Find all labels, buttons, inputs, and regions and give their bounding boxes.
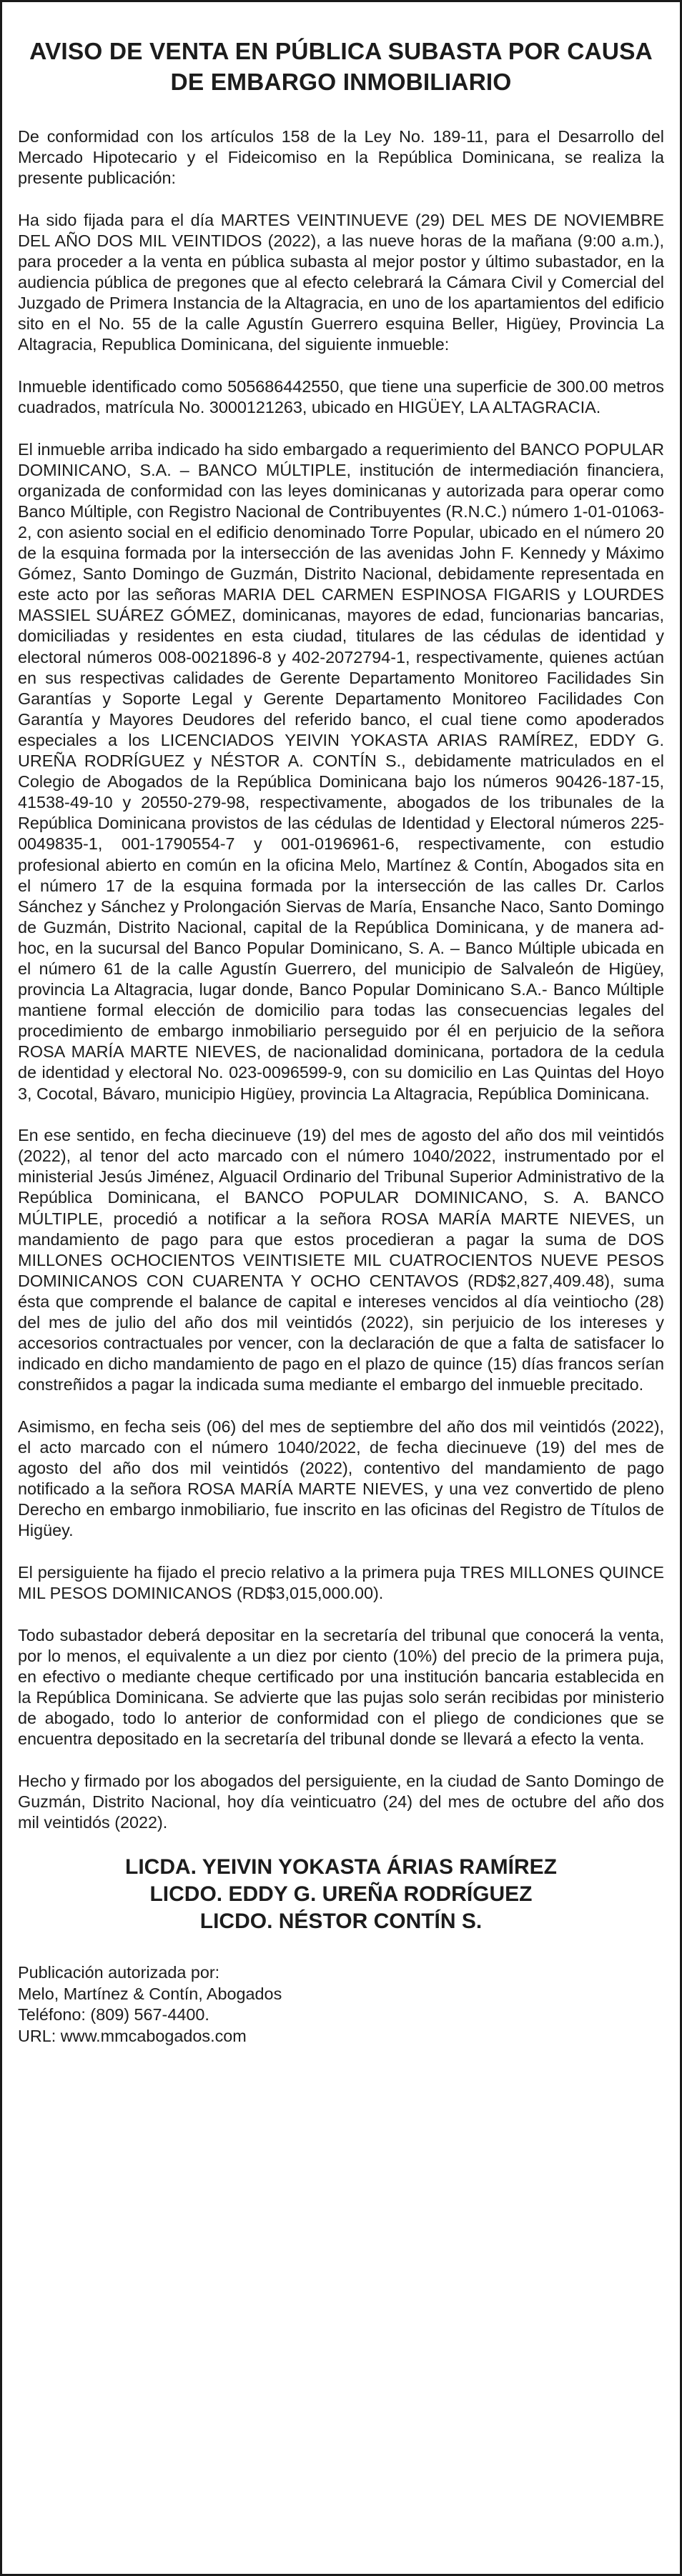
notice-title-line-1: AVISO DE VENTA EN PÚBLICA SUBASTA POR CAUSA	[29, 39, 653, 65]
footer-phone: Teléfono: (809) 567-4400.	[18, 2005, 209, 2025]
signature-line: LICDO. NÉSTOR CONTÍN S.	[199, 1909, 483, 1934]
footer-law-firm: Melo, Martínez & Contín, Abogados	[18, 1984, 282, 2003]
signature-line: LICDO. EDDY G. UREÑA RODRÍGUEZ	[149, 1882, 533, 1907]
registration-paragraph: Asimismo, en fecha seis (06) del mes de septiembre del año dos mil veintidós (2022), el acto marcado con el número 1040/2022, de fecha diecinueve (19) del mes de agosto del año dos mil veintidós (2022), contentivo del mandamiento de pago notificado a la señora ROSA MARÍA MARTE NIEVES, y una vez convertido de pleno Derecho en embargo inmobiliario, fue inscrito en las oficinas del Registro de Títulos de Higüey.	[18, 1417, 664, 1540]
notice-title	[18, 36, 664, 98]
signature-line: LICDA. YEIVIN YOKASTA ÁRIAS RAMÍREZ	[125, 1855, 557, 1879]
intro-paragraph: De conformidad con los artículos 158 de la Ley No. 189-11, para el Desarrollo del Mercado Hipotecario y el Fideicomiso en la República Dominicana, se realiza la presente publicación:	[18, 127, 664, 188]
first-bid-price-paragraph: El persiguiente ha fijado el precio relativo a la primera puja TRES MILLONES QUINCE MIL PESOS DOMINICANOS (RD$3,015,000.00).	[18, 1562, 664, 1602]
lawyer-signatures	[18, 1854, 664, 1935]
deposit-conditions-paragraph: Todo subastador deberá depositar en la secretaría del tribunal que conocerá la venta, por lo menos, el equivalente a un diez por ciento (10%) del precio de la primera puja, en efectivo o mediante cheque certificado por una institución bancaria establecida en la República Dominicana. Se advierte que las pujas solo serán recibidas por ministerio de abogado, todo lo anterior de conformidad con el pliego de condiciones que se encuentra depositado en la secretaría del tribunal donde se llevará a efecto la venta.	[18, 1625, 664, 1749]
creditor-paragraph: El inmueble arriba indicado ha sido embargado a requerimiento del BANCO POPULAR DOMINICANO, S.A. – BANCO MÚLTIPLE, institución de intermediación financiera, organizada de conformidad con las leyes dominicanas y autorizada para operar como Banco Múltiple, con Registro Nacional de Contribuyentes (R.N.C.) número 1-01-01063-2, con asiento social en el edificio denominado Torre Popular, ubicado en el número 20 de la esquina formada por la intersección de las avenidas John F. Kennedy y Máximo Gómez, Santo Domingo de Guzmán, Distrito Nacional, debidamente representada en este acto por las señoras MARIA DEL CARMEN ESPINOSA FIGARIS y LOURDES MASSIEL SUÁREZ GÓMEZ, dominicanas, mayores de edad, funcionarias bancarias, domiciliadas y residentes en esta ciudad, titulares de las cédulas de identidad y electoral números 008-0021896-8 y 402-2072794-1, respectivamente, quienes actúan en sus respectivas calidades de Gerente Departamento Monitoreo Facilidades Sin Garantías y Soporte Legal y Gerente Departamento Monitoreo Facilidades Con Garantía y Mayores Deudores del referido banco, el cual tiene como apoderados especiales a los LICENCIADOS YEIVIN YOKASTA ARIAS RAMÍREZ, EDDY G. UREÑA RODRÍGUEZ y NÉSTOR A. CONTÍN S., debidamente matriculados en el Colegio de Abogados de la República Dominicana bajo los números 90426-187-15, 41538-49-10 y 20550-279-98, respectivamente, abogados de los tribunales de la República Dominicana provistos de las cédulas de Identidad y Electoral números 225-0049835-1, 001-1790554-7 y 001-0196961-6, respectivamente, con estudio profesional abierto en común en la oficina Melo, Martínez & Contín, Abogados sita en el número 17 de la esquina formada por la intersección de las calles Dr. Carlos Sánchez y Sánchez y Prolongación Siervas de María, Ensanche Naco, Santo Domingo de Guzmán, Distrito Nacional, capital de la República Dominicana, y de manera ad-hoc, en la sucursal del Banco Popular Dominicano, S. A. – Banco Múltiple ubicada en el número 61 de la calle Agustín Guerrero, del municipio de Salvaleón de Higüey, provincia La Altagracia, lugar donde, Banco Popular Dominicano S.A.- Banco Múltiple mantiene formal elección de domicilio para todas las consecuencias legales del procedimiento de embargo inmobiliario perseguido por él en perjuicio de la señora ROSA MARÍA MARTE NIEVES, de nacionalidad dominicana, portadora de la cedula de identidad y electoral No. 023-0096599-9, con su domicilio en Las Quintas del Hoyo 3, Cocotal, Bávaro, municipio Higüey, provincia La Altagracia, República Dominicana.	[18, 439, 664, 1103]
footer-authorized-by: Publicación autorizada por:	[18, 1963, 220, 1982]
publication-footer	[18, 1962, 664, 2047]
signed-place-date-paragraph: Hecho y firmado por los abogados del persiguiente, en la ciudad de Santo Domingo de Guzmán, Distrito Nacional, hoy día veinticuatro (24) del mes de octubre del año dos mil veintidós (2022).	[18, 1771, 664, 1832]
notice-title-line-2: DE EMBARGO INMOBILIARIO	[170, 69, 512, 96]
auction-date-paragraph: Ha sido fijada para el día MARTES VEINTINUEVE (29) DEL MES DE NOVIEMBRE DEL AÑO DOS MIL VEINTIDOS (2022), a las nueve horas de la mañana (9:00 a.m.), para proceder a la venta en pública subasta al mejor postor y último subastador, en la audiencia pública de pregones que al efecto celebrará la Cámara Civil y Comercial del Juzgado de Primera Instancia de la Altagracia, en uno de los apartamientos del edificio sito en el No. 55 de la calle Agustín Guerrero esquina Beller, Higüey, Provincia La Altagracia, Republica Dominicana, del siguiente inmueble:	[18, 210, 664, 354]
payment-order-paragraph: En ese sentido, en fecha diecinueve (19) del mes de agosto del año dos mil veintidós (2022), al tenor del acto marcado con el número 1040/2022, instrumentado por el ministerial Jesús Jiménez, Alguacil Ordinario del Tribunal Superior Administrativo de la República Dominicana, el BANCO POPULAR DOMINICANO, S. A. BANCO MÚLTIPLE, procedió a notificar a la señora ROSA MARÍA MARTE NIEVES, un mandamiento de pago para que estos procedieran a pagar la suma de DOS MILLONES OCHOCIENTOS VEINTISIETE MIL CUATROCIENTOS NUEVE PESOS DOMINICANOS CON CUARENTA Y OCHO CENTAVOS (RD$2,827,409.48), suma ésta que comprende el balance de capital e intereses vencidos al día veintiocho (28) del mes de julio del año dos mil veintidós (2022), sin perjuicio de los intereses y accesorios contractuales por vencer, con la declaración de que a falta de satisfacer lo indicado en dicho mandamiento de pago en el plazo de quince (15) días francos serían constreñidos a pagar la indicada suma mediante el embargo del inmueble precitado.	[18, 1126, 664, 1394]
footer-url: URL: www.mmcabogados.com	[18, 2026, 247, 2045]
property-paragraph: Inmueble identificado como 505686442550, que tiene una superficie de 300.00 metros cuadrados, matrícula No. 3000121263, ubicado en HIGÜEY, LA ALTAGRACIA.	[18, 376, 664, 417]
